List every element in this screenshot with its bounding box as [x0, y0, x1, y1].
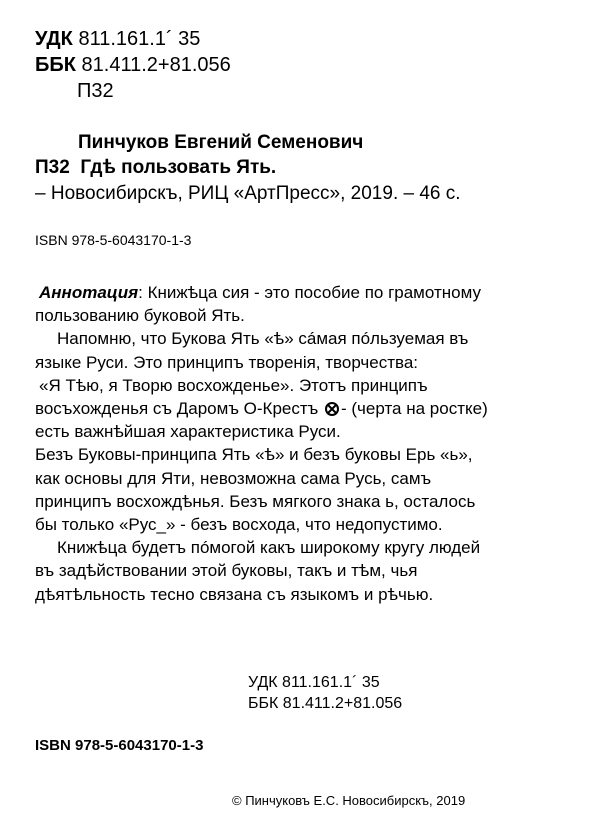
isbn-top: ISBN 978-5-6043170-1-3 — [35, 232, 192, 248]
annotation-line: принципъ восхождѣнья. Безъ мягкого знака ь, осталось — [35, 491, 476, 511]
annotation-line: въ задѣйствовании этой буковы, такъ и тѣм, чья — [35, 561, 418, 581]
udk-line — [35, 28, 200, 51]
annotation-line: бы только «Рус_» - безъ восхода, что недопустимо. — [35, 515, 443, 535]
bbk-value: 81.411.2+81.056 — [81, 54, 231, 76]
footer-bbk: ББК 81.411.2+81.056 — [248, 695, 403, 712]
annotation-line: Аннотация: Книжѣца сия - это пособие по грамотному — [39, 283, 481, 302]
annotation-line: Безъ Буковы-принципа Ять «ѣ» и безъ буковы Ерь «ь», — [35, 445, 473, 465]
book-title: Гдѣ пользовать Ять. — [80, 157, 277, 178]
bbk-label: ББК — [35, 54, 76, 76]
annotation-line: есть важнѣйшая характеристика Руси. — [35, 422, 341, 442]
annotation-label: Аннотация — [39, 283, 139, 302]
udk-label: УДК — [35, 28, 73, 50]
footer-udk: УДК 811.161.1´ 35 — [248, 674, 380, 691]
imprint: – Новосибирскъ, РИЦ «АртПресс», 2019. – 46 с. — [35, 183, 461, 204]
footer-codes — [248, 672, 402, 714]
cross-circle-icon — [325, 402, 339, 416]
annotation-line: «Я Тѣю, я Творю восхожденье». Этотъ принципъ — [39, 375, 428, 395]
annotation-line: дѣятѣльность тесно связана съ языкомъ и рѣчью. — [35, 584, 434, 604]
annotation-line: восъхожденья съ Даромъ О-Крестъ - (черта на ростке) — [35, 399, 488, 419]
annotation-line: пользованию буковой Ять. — [35, 306, 245, 326]
annotation-line: языке Руси. Это принципъ творенiя, творчества: — [35, 352, 419, 372]
annotation — [35, 281, 488, 606]
title-code: П32 — [35, 157, 70, 178]
author-name: Пинчуков Евгений Семенович — [78, 132, 364, 153]
header-code: П32 — [77, 80, 114, 102]
annotation-line: как основы для Яти, невозможна сама Русь, самъ — [35, 468, 432, 488]
udk-value: 811.161.1´ 35 — [78, 28, 201, 50]
book-title-line — [35, 157, 276, 179]
annotation-line: Книжѣца будетъ пóмогой какъ широкому кругу людей — [57, 538, 481, 558]
bbk-line — [35, 54, 231, 77]
isbn-bottom: ISBN 978-5-6043170-1-3 — [35, 737, 204, 754]
annotation-line: Напомню, что Букова Ять «ѣ» сáмая пóльзуемая въ — [57, 329, 469, 349]
copyright: © Пинчуковъ Е.С. Новосибирскъ, 2019 — [232, 793, 466, 808]
